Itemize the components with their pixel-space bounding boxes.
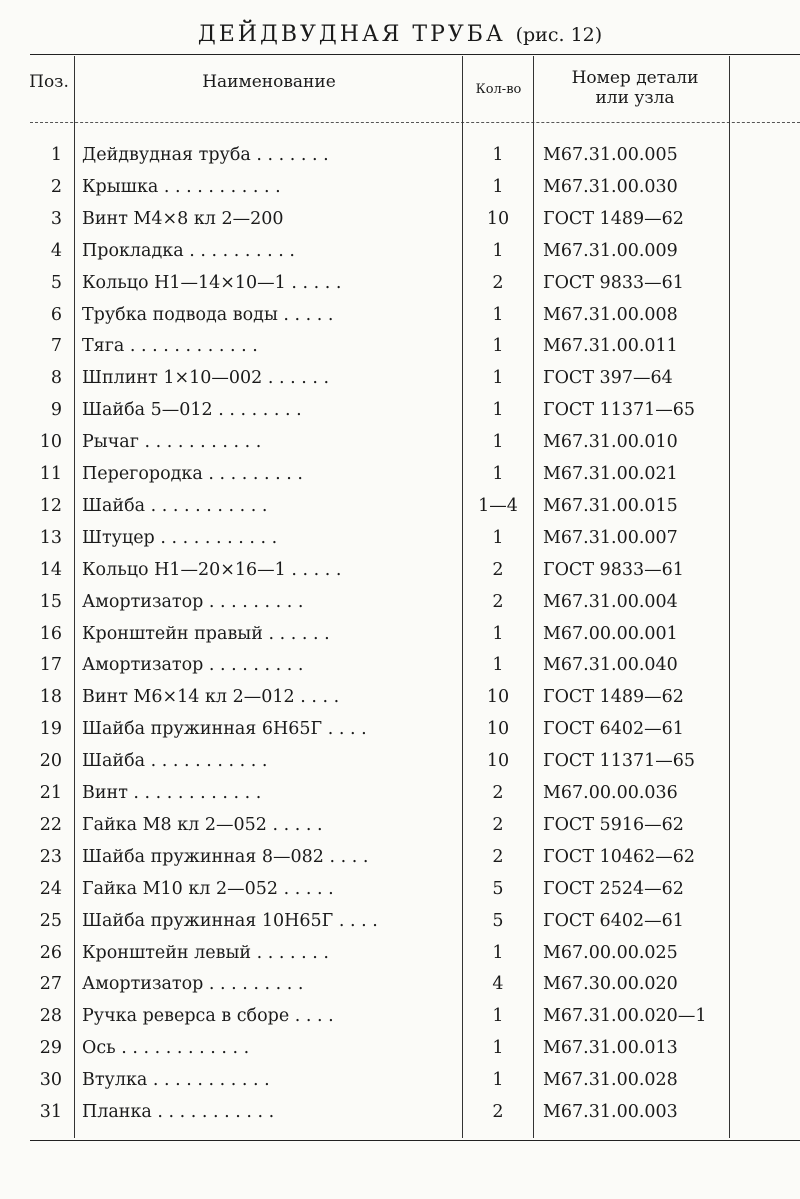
table-row: [0, 139, 800, 171]
row-position: 28: [39, 1006, 62, 1027]
row-part-number: ГОСТ 397—64: [543, 368, 673, 389]
row-position: 8: [50, 368, 62, 389]
row-part-number: М67.31.00.008: [543, 304, 678, 325]
row-name: Рычаг . . . . . . . . . . .: [82, 432, 262, 453]
row-quantity: 1: [492, 304, 504, 325]
row-quantity: 1: [492, 368, 504, 389]
table-row: [0, 618, 800, 650]
row-quantity: 1: [492, 1070, 504, 1091]
row-name: Амортизатор . . . . . . . . .: [82, 655, 304, 676]
row-name: Тяга . . . . . . . . . . . .: [82, 336, 258, 357]
table-row: [0, 362, 800, 394]
row-position: 11: [39, 464, 62, 484]
row-part-number: М67.31.00.007: [543, 527, 678, 548]
row-quantity: 1: [492, 336, 504, 357]
row-quantity: 1: [492, 1038, 504, 1059]
row-position: 19: [39, 719, 62, 740]
row-part-number: ГОСТ 1489—62: [543, 687, 684, 708]
row-quantity: 2: [492, 559, 504, 580]
row-position: 30: [39, 1070, 62, 1091]
row-name: Ручка реверса в сборе . . . .: [82, 1006, 334, 1027]
row-name: Винт М4×8 кл 2—200: [82, 208, 284, 229]
row-quantity: 2: [492, 783, 504, 803]
row-name: Ось . . . . . . . . . . . .: [82, 1038, 250, 1059]
row-name: Шайба пружинная 10Н65Г . . . .: [82, 910, 378, 931]
row-name: Кольцо Н1—20×16—1 . . . . .: [82, 559, 342, 580]
table-row: [0, 937, 800, 969]
table-row: [0, 649, 800, 681]
row-name: Втулка . . . . . . . . . . .: [82, 1070, 270, 1091]
row-position: 23: [39, 846, 62, 867]
row-position: 1: [50, 145, 62, 165]
header-name: Наименование: [202, 72, 336, 92]
row-part-number: ГОСТ 11371—65: [543, 400, 695, 421]
row-position: 26: [39, 942, 62, 963]
row-position: 24: [39, 878, 62, 899]
row-part-number: М67.31.00.009: [543, 240, 678, 261]
row-part-number: М67.31.00.013: [543, 1038, 678, 1059]
header-qty: Кол-во: [475, 82, 522, 97]
table-row: [0, 394, 800, 426]
title-main: ДЕЙДВУДНАЯ ТРУБА: [197, 22, 506, 47]
row-position: 29: [39, 1038, 62, 1059]
row-quantity: 5: [492, 910, 504, 931]
row-part-number: ГОСТ 5916—62: [543, 814, 684, 835]
row-part-number: М67.31.00.015: [543, 495, 678, 516]
row-part-number: ГОСТ 10462—62: [543, 846, 695, 867]
row-name: Амортизатор . . . . . . . . .: [82, 974, 304, 995]
row-part-number: М67.31.00.028: [543, 1070, 678, 1091]
row-name: Штуцер . . . . . . . . . . .: [82, 527, 278, 548]
table-row: [0, 554, 800, 586]
row-name: Кронштейн левый . . . . . . .: [82, 942, 329, 963]
table-bottom-rule: [30, 1140, 800, 1141]
row-name: Амортизатор . . . . . . . . .: [82, 591, 304, 612]
table-row: [0, 171, 800, 203]
row-name: Гайка М10 кл 2—052 . . . . .: [82, 878, 334, 899]
row-quantity: 10: [486, 719, 510, 740]
row-name: Гайка М8 кл 2—052 . . . . .: [82, 814, 323, 835]
table-row: [0, 777, 800, 809]
row-position: 4: [50, 240, 62, 261]
row-part-number: ГОСТ 11371—65: [543, 751, 695, 772]
row-position: 17: [39, 655, 62, 676]
row-quantity: 10: [486, 751, 510, 772]
row-part-number: ГОСТ 6402—61: [543, 910, 684, 931]
row-name: Шайба 5—012 . . . . . . . .: [82, 400, 302, 421]
row-part-number: М67.00.00.001: [543, 623, 678, 644]
row-part-number: М67.31.00.010: [543, 432, 678, 453]
row-quantity: 10: [486, 208, 510, 229]
header-part-number: Номер детали или узла: [571, 68, 699, 108]
row-position: 9: [50, 400, 62, 421]
table-row: [0, 522, 800, 554]
table-row: [0, 299, 800, 331]
row-position: 5: [50, 272, 62, 293]
row-name: Кронштейн правый . . . . . .: [82, 623, 330, 644]
table-row: [0, 1096, 800, 1128]
row-position: 20: [39, 751, 62, 772]
row-name: Шплинт 1×10—002 . . . . . .: [82, 368, 330, 389]
table-row: [0, 1032, 800, 1064]
row-quantity: 4: [492, 974, 504, 995]
row-quantity: 1: [492, 176, 504, 197]
row-quantity: 1: [492, 400, 504, 421]
row-name: Винт . . . . . . . . . . . .: [82, 783, 262, 803]
row-quantity: 2: [492, 814, 504, 835]
row-quantity: 2: [492, 1102, 504, 1122]
row-part-number: М67.31.00.004: [543, 591, 678, 612]
row-name: Перегородка . . . . . . . . .: [82, 464, 303, 484]
header-bottom-rule: [30, 122, 800, 123]
row-position: 14: [39, 559, 62, 580]
table-row: [0, 203, 800, 235]
row-position: 2: [50, 176, 62, 197]
row-quantity: 2: [492, 591, 504, 612]
row-part-number: М67.31.00.005: [543, 145, 678, 165]
table-row: [0, 426, 800, 458]
row-position: 31: [39, 1102, 62, 1122]
row-part-number: М67.31.00.021: [543, 464, 678, 484]
row-position: 22: [39, 814, 62, 835]
row-name: Дейдвудная труба . . . . . . .: [82, 145, 329, 165]
row-name: Прокладка . . . . . . . . . .: [82, 240, 295, 261]
row-part-number: М67.31.00.011: [543, 336, 678, 357]
row-quantity: 2: [492, 846, 504, 867]
row-part-number: М67.00.00.025: [543, 942, 678, 963]
table-row: [0, 1000, 800, 1032]
row-quantity: 10: [486, 687, 510, 708]
table-row: [0, 905, 800, 937]
page-title: [0, 22, 800, 47]
table-row: [0, 713, 800, 745]
row-name: Планка . . . . . . . . . . .: [82, 1102, 275, 1122]
table-row: [0, 681, 800, 713]
table-row: [0, 873, 800, 905]
row-part-number: ГОСТ 9833—61: [543, 559, 684, 580]
table-row: [0, 235, 800, 267]
row-name: Шайба . . . . . . . . . . .: [82, 751, 268, 772]
row-position: 16: [39, 623, 62, 644]
row-quantity: 1: [492, 432, 504, 453]
row-part-number: М67.30.00.020: [543, 974, 678, 995]
row-name: Шайба . . . . . . . . . . .: [82, 495, 268, 516]
row-part-number: М67.00.00.036: [543, 783, 678, 803]
row-quantity: 1—4: [478, 495, 518, 516]
row-quantity: 1: [492, 942, 504, 963]
row-part-number: ГОСТ 2524—62: [543, 878, 684, 899]
figure-ref: (рис. 12): [515, 24, 603, 46]
row-quantity: 1: [492, 464, 504, 484]
row-name: Крышка . . . . . . . . . . .: [82, 176, 281, 197]
row-quantity: 2: [492, 272, 504, 293]
row-position: 15: [39, 591, 62, 612]
table-row: [0, 1064, 800, 1096]
row-position: 7: [50, 336, 62, 357]
table-row: [0, 745, 800, 777]
row-part-number: ГОСТ 1489—62: [543, 208, 684, 229]
row-part-number: ГОСТ 6402—61: [543, 719, 684, 740]
row-name: Кольцо Н1—14×10—1 . . . . .: [82, 272, 342, 293]
row-part-number: М67.31.00.003: [543, 1102, 678, 1122]
table-row: [0, 841, 800, 873]
row-part-number: М67.31.00.030: [543, 176, 678, 197]
row-position: 10: [39, 432, 62, 453]
row-quantity: 1: [492, 145, 504, 165]
row-name: Трубка подвода воды . . . . .: [82, 304, 334, 325]
table-row: [0, 809, 800, 841]
row-position: 6: [50, 304, 62, 325]
table-row: [0, 458, 800, 490]
row-part-number: М67.31.00.020—1: [543, 1006, 707, 1027]
header-pos: Поз.: [29, 72, 69, 92]
row-name: Винт М6×14 кл 2—012 . . . .: [82, 687, 340, 708]
table-row: [0, 586, 800, 618]
row-quantity: 1: [492, 1006, 504, 1027]
row-position: 3: [50, 208, 62, 229]
row-position: 12: [39, 495, 62, 516]
row-position: 25: [39, 910, 62, 931]
table-top-rule: [30, 54, 800, 55]
row-quantity: 1: [492, 655, 504, 676]
row-quantity: 1: [492, 623, 504, 644]
row-part-number: М67.31.00.040: [543, 655, 678, 676]
row-name: Шайба пружинная 8—082 . . . .: [82, 846, 369, 867]
row-position: 21: [39, 783, 62, 803]
row-name: Шайба пружинная 6Н65Г . . . .: [82, 719, 367, 740]
table-row: [0, 267, 800, 299]
table-row: [0, 330, 800, 362]
row-position: 18: [39, 687, 62, 708]
row-quantity: 1: [492, 240, 504, 261]
table-row: [0, 490, 800, 522]
row-quantity: 1: [492, 527, 504, 548]
row-position: 27: [39, 974, 62, 995]
row-part-number: ГОСТ 9833—61: [543, 272, 684, 293]
row-quantity: 5: [492, 878, 504, 899]
row-position: 13: [39, 527, 62, 548]
table-row: [0, 968, 800, 1000]
